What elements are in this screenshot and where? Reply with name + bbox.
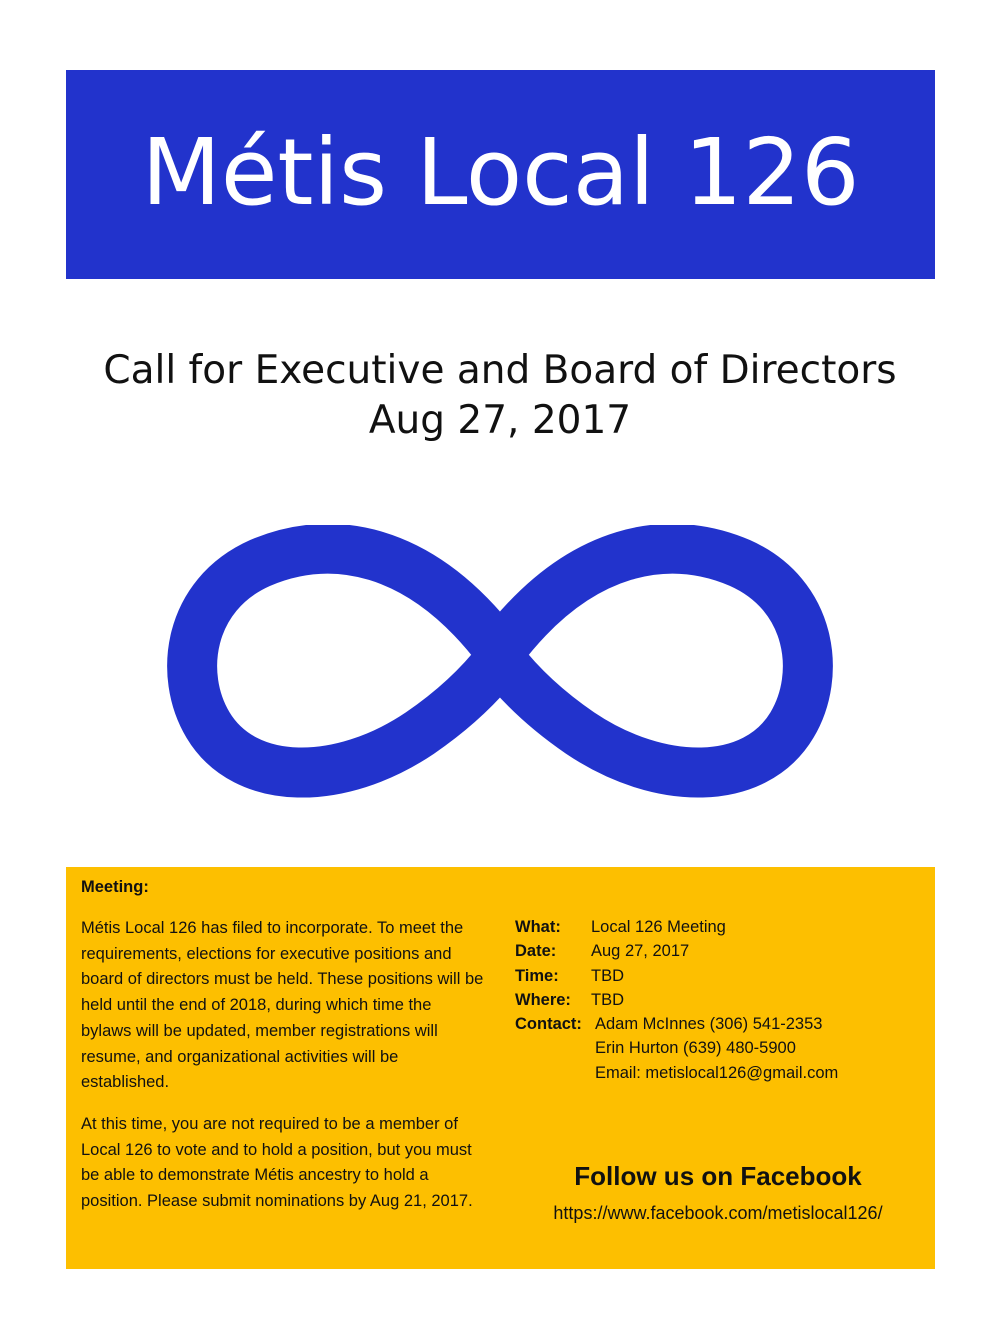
detail-label: Contact: xyxy=(515,1015,582,1034)
detail-where xyxy=(515,988,838,1012)
detail-label: What: xyxy=(515,918,561,936)
detail-label: Date: xyxy=(515,942,557,961)
infinity-icon xyxy=(150,525,850,805)
headline-line-2: Aug 27, 2017 xyxy=(368,398,632,443)
contact-erin: Erin Hurton (639) 480-5900 xyxy=(595,1039,796,1058)
detail-label: Where: xyxy=(515,990,571,1009)
detail-value: TBD xyxy=(591,966,624,985)
detail-date xyxy=(515,939,838,963)
meeting-details xyxy=(515,915,838,1085)
detail-contact xyxy=(515,1012,838,1036)
eligibility-paragraph: At this time, you are not required to be a member of Local 126 to vote and to hold a position, but you must be able to demonstrate Métis ancestry to hold a position. Please submit nominations by Aug 21, 2017. xyxy=(81,1115,473,1211)
incorporation-paragraph: Métis Local 126 has filed to incorporate. To meet the requirements, elections for executive positions and board of directors must be held. These positions will be held until the end of 2018, during which time the bylaws will be updated, member registrations will resume, and organizational activities will be established. xyxy=(81,919,484,1092)
facebook-link[interactable]: https://www.facebook.com/metislocal126/ xyxy=(553,1203,883,1223)
meeting-heading: Meeting: xyxy=(81,878,149,896)
page-title: Métis Local 126 xyxy=(141,118,860,226)
headline xyxy=(0,346,1000,446)
detail-value: Local 126 Meeting xyxy=(591,918,726,936)
detail-time xyxy=(515,964,838,988)
detail-what xyxy=(515,915,838,939)
contact-email: Email: metislocal126@gmail.com xyxy=(595,1063,839,1082)
contact-adam: Adam McInnes (306) 541-2353 xyxy=(595,1015,823,1034)
meeting-info-panel xyxy=(66,867,935,1269)
detail-label: Time: xyxy=(515,966,559,985)
headline-line-1: Call for Executive and Board of Directors xyxy=(103,348,897,393)
detail-value: TBD xyxy=(591,990,624,1009)
follow-heading: Follow us on Facebook xyxy=(574,1161,862,1191)
title-banner xyxy=(66,70,935,279)
detail-value: Aug 27, 2017 xyxy=(591,942,690,961)
